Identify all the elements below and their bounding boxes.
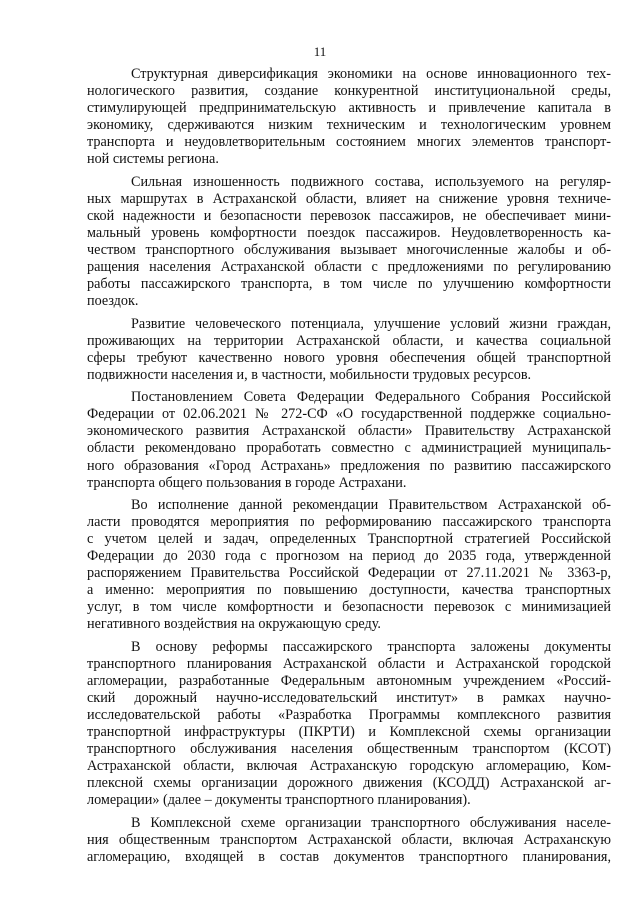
text-line: транспорта и неудовлетворительным состоянием многих элементов транспорт- <box>87 134 611 151</box>
text-line: области рекомендовано проработать совместно с администрацией муниципаль- <box>87 440 611 457</box>
text-line: Структурная диверсификация экономики на основе инновационного тех- <box>131 66 611 82</box>
text-line: Во исполнение данной рекомендации Правительством Астраханской об- <box>131 497 611 514</box>
text-line: исследовательской работы «Разработка Программы комплексного развития <box>87 707 611 724</box>
text-line: подвижности населения и, в частности, мобильности трудовых ресурсов. <box>87 366 532 383</box>
text-line: Развитие человеческого потенциала, улучшение условий жизни граждан, <box>131 315 611 332</box>
text-line: Сильная изношенность подвижного состава, используемого на регуляр- <box>131 173 611 190</box>
page-number: 11 <box>313 44 327 59</box>
text-line: ных маршрутах в Астраханской области, влияет на снижение уровня техниче- <box>87 190 611 207</box>
paragraph <box>87 639 611 809</box>
text-line: транспорта общего пользования в городе Астрахани. <box>87 474 407 491</box>
text-line: ния общественным транспортом Астраханской области, включая Астраханскую <box>87 832 611 849</box>
paragraph <box>87 66 611 168</box>
text-line: ращения населения Астраханской области с предложениями по регулированию <box>87 259 611 276</box>
text-line: ного образования «Город Астрахань» предложения по развитию пассажирского <box>87 457 611 474</box>
text-line: чеством транспортного обслуживания вызывает многочисленные жалобы и об- <box>87 241 611 258</box>
paragraph <box>87 316 611 384</box>
text-line: ной системы региона. <box>87 151 219 168</box>
text-line: негативного воздействия на окружающую среду. <box>87 616 381 633</box>
text-line: В Комплексной схеме организации транспортного обслуживания населе- <box>131 814 611 831</box>
text-line: В основу реформы пассажирского транспорта заложены документы <box>131 639 611 655</box>
text-line: экономику, сдерживаются низким техническим и технологическим уровнем <box>87 117 611 134</box>
text-line: транспортного планирования Астраханской области и Астраханской городской <box>87 656 611 673</box>
paragraph <box>87 389 611 491</box>
text-line: ломерации» (далее – документы транспортного планирования). <box>87 792 471 809</box>
text-line: транспортной инфраструктуры (ПКРТИ) и Комплексной схемы организации <box>87 724 611 741</box>
document-body <box>87 66 611 866</box>
text-line: проживающих на территории Астраханской области, и качества социальной <box>87 332 611 349</box>
text-line: транспортного обслуживания населения общественным транспортом (КСОТ) <box>87 741 611 758</box>
text-line: агломерации, разработанные Федеральным автономным учреждением «Россий- <box>87 673 611 690</box>
text-line: работы пассажирского транспорта, в том числе по улучшению комфортности <box>87 276 611 293</box>
text-line: Постановлением Совета Федерации Федерального Собрания Российской <box>131 389 611 406</box>
text-line: Астраханской области, включая Астраханскую городскую агломерацию, Ком- <box>87 758 611 775</box>
text-line: Федерации до 2030 года с прогнозом на период до 2035 года, утвержденной <box>87 548 611 565</box>
text-line: ской надежности и безопасности перевозок пассажиров, не обеспечивает мини- <box>87 207 611 224</box>
paragraph <box>87 497 611 633</box>
text-line: стимулирующей предпринимательскую активность и привлечение капитала в <box>87 100 611 117</box>
paragraph <box>87 815 611 866</box>
text-line: мальный уровень комфортности поездок пассажиров. Неудовлетворенность ка- <box>87 224 611 241</box>
text-line: распоряжением Правительства Российской Федерации от 27.11.2021 № 3363-р, <box>87 565 611 582</box>
text-line: а именно: мероприятия по повышению доступности, качества транспортных <box>87 582 611 599</box>
text-line: Федерации от 02.06.2021 № 272-СФ «О государственной поддержке социально- <box>87 406 611 423</box>
text-line: ский дорожный научно-исследовательский институт» в рамках научно- <box>87 690 611 707</box>
text-line: экономического развития Астраханской области» Правительству Астраханской <box>87 423 611 440</box>
text-line: услуг, в том числе комфортности и безопасности перевозок с минимизацией <box>87 599 611 616</box>
text-line: ласти проводятся мероприятия по реформированию пассажирского транспорта <box>87 514 611 531</box>
text-line: плексной схемы организации дорожного движения (КСОДД) Астраханской аг- <box>87 775 611 792</box>
text-line: агломерацию, входящей в состав документов транспортного планирования, <box>87 849 611 866</box>
paragraph <box>87 174 611 310</box>
text-line: поездок. <box>87 293 139 310</box>
text-line: с учетом целей и задач, определенных Транспортной стратегией Российской <box>87 531 611 548</box>
text-line: нологического развития, создание конкурентной институциональной среды, <box>87 83 611 100</box>
text-line: сферы требуют качественно нового уровня обеспечения общей транспортной <box>87 349 611 366</box>
